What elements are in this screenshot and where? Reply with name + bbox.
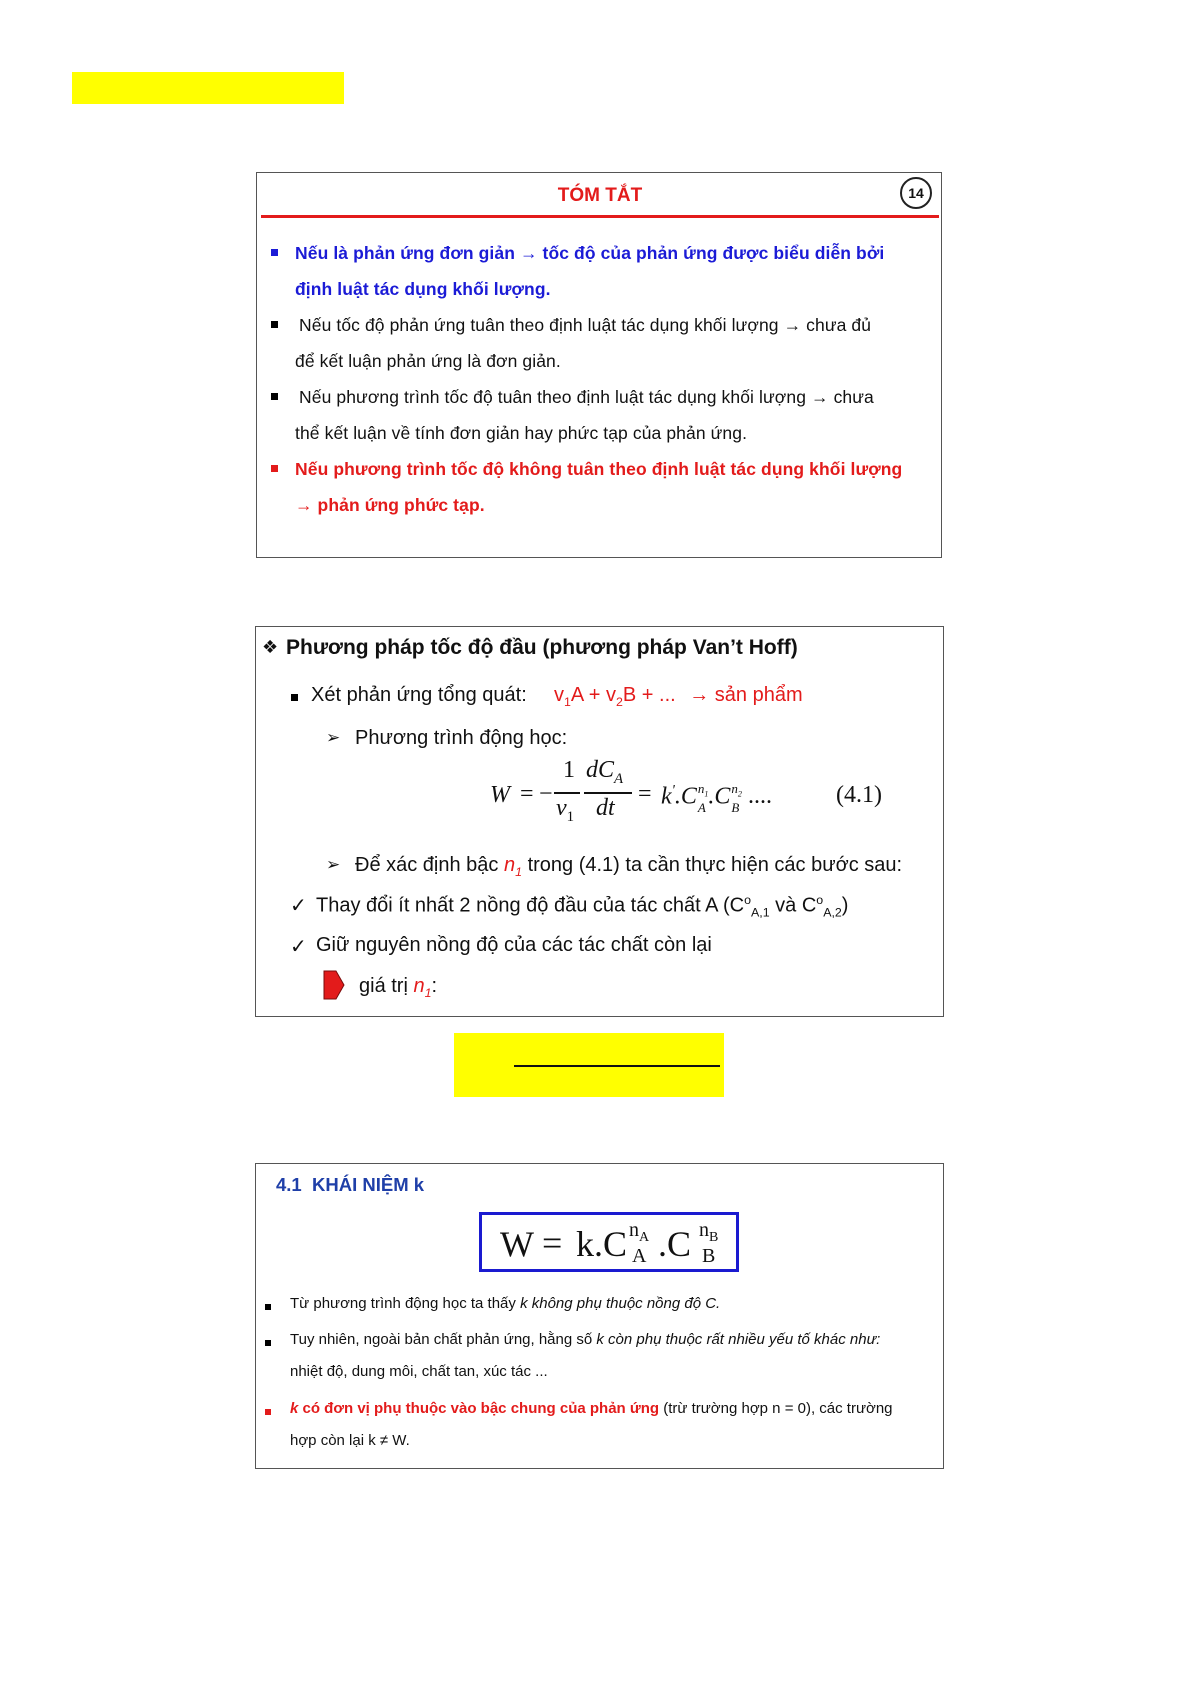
- summary-bullet-3-line2: thể kết luận về tính đơn giản hay phức tạp của phản ứng.: [295, 423, 748, 443]
- page-number-badge: [900, 177, 932, 209]
- k-bullet-3-line1: k có đơn vị phụ thuộc vào bậc chung của phản ứng (trừ trường hợp n = 0), các trường: [290, 1400, 893, 1417]
- kinetic-label: Phương trình động học:: [355, 727, 568, 749]
- section-heading: 4.1 KHÁI NIỆM k: [276, 1174, 425, 1195]
- summary-bullet-2-line1: Nếu tốc độ phản ứng tuân theo định luật tác dụng khối lượng → chưa đủ: [299, 315, 872, 335]
- k-bullet-1: Từ phương trình động học ta thấy k không phụ thuộc nồng độ C.: [290, 1295, 721, 1312]
- general-reaction: $v_1A + v_2B$ + ... → sản phẩm: [554, 684, 803, 709]
- check-icon: ✓: [290, 895, 307, 917]
- summary-bullet-2-line2: để kết luận phản ứng là đơn giản.: [295, 351, 561, 371]
- summary-bullet-3-line1: Nếu phương trình tốc độ tuân theo định luật tác dụng khối lượng → chưa: [299, 387, 874, 407]
- bullet-square: [271, 465, 278, 472]
- result-label: giá trị $n_1$:: [359, 975, 438, 1000]
- check-icon: ✓: [290, 936, 307, 958]
- bullet-square: [271, 249, 278, 256]
- page-number: 14: [908, 185, 924, 201]
- red-arrow-icon: [322, 965, 346, 1005]
- highlight-middle: [454, 1033, 724, 1097]
- rate-equation: W = − 1 $\nu_1$ $dC_A$ dt = k'.C $n_1$ A .C $n_2$ B .... (4.1): [490, 757, 882, 825]
- general-reaction-label: Xét phản ứng tổng quát:: [311, 684, 527, 706]
- bullet-square: [291, 694, 298, 701]
- bullet-square: [271, 321, 278, 328]
- arrowhead-icon: ➢: [326, 855, 341, 874]
- slide-title: TÓM TẮT: [557, 185, 643, 206]
- steps-intro: Để xác định bậc $n_1$ trong (4.1) ta cần thực hiện các bước sau:: [355, 854, 903, 879]
- highlight-underline: [514, 1065, 720, 1067]
- k-bullet-2-line2: nhiệt độ, dung môi, chất tan, xúc tác ...: [290, 1363, 548, 1380]
- check-step-1: Thay đổi ít nhất 2 nồng độ đầu của tác chất A ($C^o_{A,1}$ và $C^o_{A,2}$): [316, 893, 849, 920]
- arrowhead-icon: ➢: [326, 728, 341, 747]
- bullet-square: [265, 1340, 271, 1346]
- summary-bullet-1-line1: Nếu là phản ứng đơn giản → tốc độ của phản ứng được biểu diễn bởi: [295, 243, 885, 263]
- summary-bullet-4-line1: Nếu phương trình tốc độ không tuân theo định luật tác dụng khối lượng: [295, 459, 903, 479]
- equation-number: (4.1): [836, 782, 882, 808]
- slide-concept-k: [255, 1163, 944, 1469]
- diamond-bullet-icon: ❖: [262, 637, 279, 657]
- k-bullet-2-line1: Tuy nhiên, ngoài bản chất phản ứng, hằng số k còn phụ thuộc rất nhiều yếu tố khác như:: [290, 1331, 881, 1348]
- bullet-square: [265, 1409, 271, 1415]
- title-underline: [261, 215, 939, 218]
- k-formula-box: W = k.C $n_A$ A .C $n_B$ B: [479, 1212, 739, 1272]
- bullet-square: [265, 1304, 271, 1310]
- highlight-top: [72, 72, 344, 104]
- summary-bullet-1-line2: định luật tác dụng khối lượng.: [295, 279, 551, 299]
- slide-summary: [256, 172, 942, 558]
- section-heading: Phương pháp tốc độ đầu (phương pháp Van’t Hoff): [286, 636, 798, 659]
- k-bullet-3-line2: hợp còn lại k ≠ W.: [290, 1432, 410, 1449]
- check-step-2: Giữ nguyên nồng độ của các tác chất còn lại: [316, 934, 712, 956]
- bullet-square: [271, 393, 278, 400]
- summary-bullet-4-line2: → phản ứng phức tạp.: [295, 495, 485, 515]
- slide-vant-hoff: [255, 626, 944, 1017]
